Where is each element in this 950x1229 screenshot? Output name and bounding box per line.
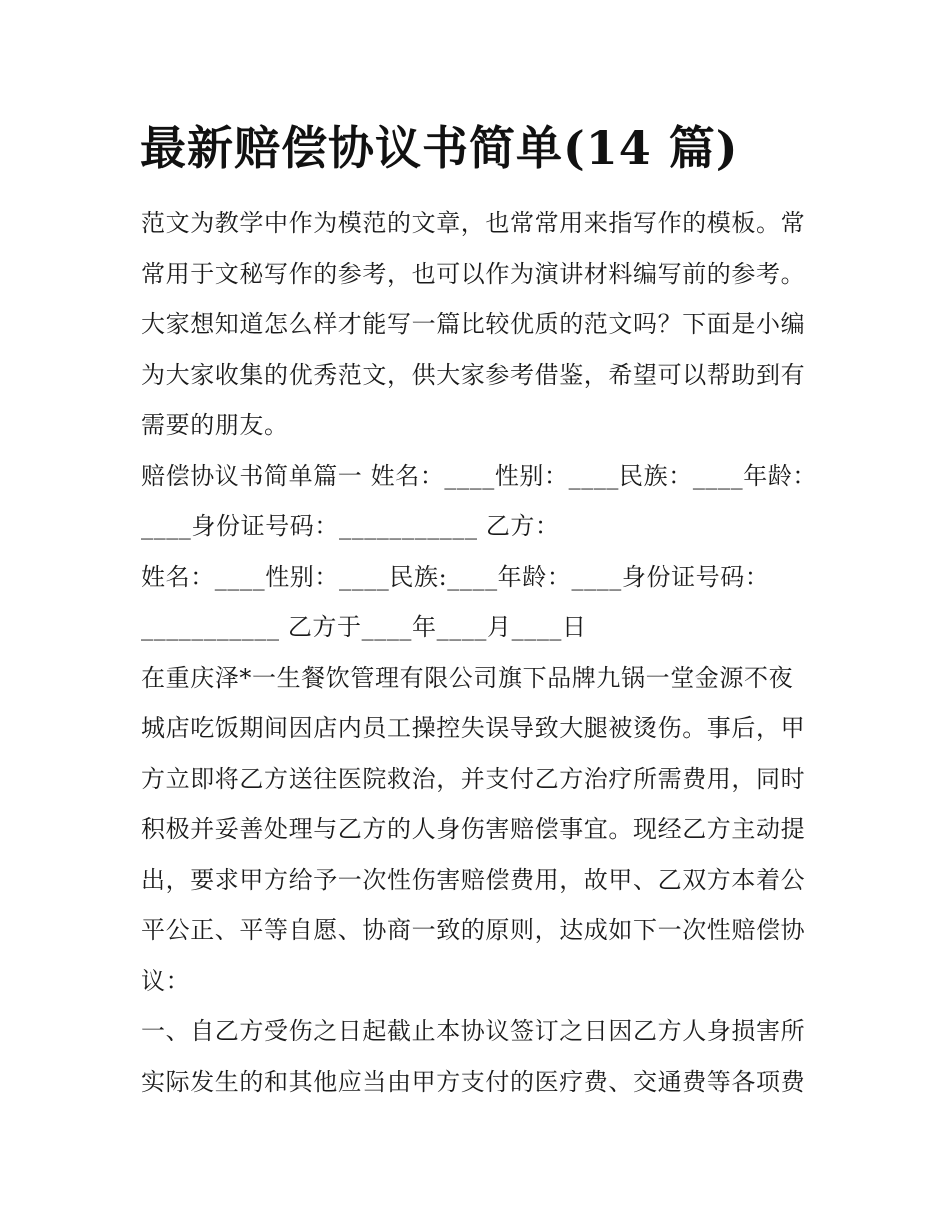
paragraph-line: 积极并妥善处理与乙方的人身伤害赔偿事宜。现经乙方主动提 [141,815,806,843]
paragraph-line: 范文为教学中作为模范的文章，也常常用来指写作的模板。常 [141,209,806,237]
paragraph-line: 城店吃饭期间因店内员工操控失误导致大腿被烫伤。事后，甲 [141,714,806,742]
form-line: ____身份证号码：___________ 乙方： [141,512,560,540]
paragraph-line: 一、自乙方受伤之日起截止本协议签订之日因乙方人身损害所 [141,1017,806,1045]
form-line: 姓名：____性别：____民族:____年龄：____身份证号码： [141,562,770,591]
paragraph-line: 平公正、平等自愿、协商一致的原则，达成如下一次性赔偿协 [141,916,806,944]
paragraph-line: 大家想知道怎么样才能写一篇比较优质的范文吗？下面是小编 [141,310,806,338]
paragraph-line: 需要的朋友。 [141,411,289,439]
form-line: ___________ 乙方于____年____月____日 [141,613,587,641]
document-body [141,198,821,1107]
paragraph-line: 出，要求甲方给予一次性伤害赔偿费用，故甲、乙双方本着公 [141,865,806,894]
paragraph-line: 为大家收集的优秀范文，供大家参考借鉴，希望可以帮助到有 [141,360,806,389]
form-line: 赔偿协议书简单篇一 姓名：____性别：____民族：____年龄： [141,461,818,490]
paragraph-line: 议： [141,966,191,995]
document-title: 最新赔偿协议书简单(14 篇) [140,121,739,175]
paragraph-line: 实际发生的和其他应当由甲方支付的医疗费、交通费等各项费 [141,1067,806,1096]
paragraph-line: 在重庆泽*一生餐饮管理有限公司旗下品牌九锅一堂金源不夜 [141,663,794,692]
paragraph-line: 常用于文秘写作的参考，也可以作为演讲材料编写前的参考。 [141,259,806,288]
paragraph-line: 方立即将乙方送往医院救治，并支付乙方治疗所需费用，同时 [141,764,806,793]
